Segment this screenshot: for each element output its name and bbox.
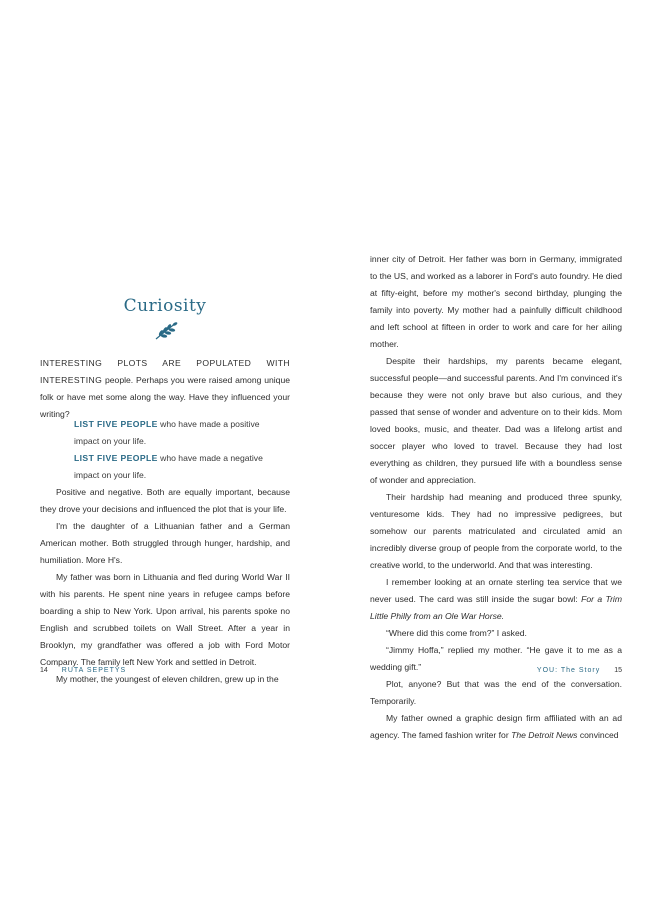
running-author: RUTA SEPETYS (61, 667, 127, 674)
paragraph: Despite their hardships, my parents became elegant, successful people—and successful parents. And I'm convinced it's because they were not only brave but also curious, and they passed that sense of wonder and adventure on to their kids. Mom loved books, music, and theater. Dad was a lifelong artist and soccer player who loved to travel. Because they had lost everything as children, they pursued life with a boundless sense of wonder and appreciation. (370, 356, 622, 485)
paragraph: Plot, anyone? But that was the end of the conversation. Temporarily. (370, 679, 622, 706)
intro-caps: INTERESTING PLOTS ARE POPULATED WITH INTERESTING (40, 358, 290, 385)
italic-publication: The Detroit News (511, 730, 578, 740)
chapter-title: Curiosity (123, 296, 207, 316)
right-page (330, 0, 660, 904)
paragraph: “Jimmy Hoffa,” replied my mother. “He gave it to me as a wedding gift.” (370, 645, 622, 672)
prompt-item: LIST FIVE PEOPLE who have made a positive impact on your life. (74, 419, 260, 446)
paragraph: My father was born in Lithuania and fled during World War II with his parents. He spent nine years in refugee camps before boarding a ship to New York. Upon arrival, his parents spoke no English and scrubbed toilets on Wall Street. After a year in Brooklyn, my grandfather was offered a job with Ford Motor Company. The family left New York and settled in Detroit. (40, 572, 290, 667)
intro-paragraph (40, 355, 290, 423)
paragraph: I remember looking at an ornate sterling tea service that we never used. The card was still inside the sugar bowl: For a Trim Little Philly from an Ole War Horse. (370, 577, 622, 621)
paragraph: My father owned a graphic design firm affiliated with an ad agency. The famed fashion writer for The Detroit News convinced (370, 713, 622, 740)
left-body-text (40, 484, 290, 688)
paragraph: Their hardship had meaning and produced three spunky, venturesome kids. They had no impressive pedigrees, but somehow our parents matriculated and circulated amid an incredibly diverse group of people from the corporate world, to the creative world, to the underworld. And that was interesting. (370, 492, 622, 570)
paragraph: inner city of Detroit. Her father was born in Germany, immigrated to the US, and worked as a laborer in Ford's auto foundry. He died at fifty-eight, before my mother's second birthday, plunging the family into poverty. My mother had a painfully difficult childhood and left school at fifteen in order to work and care for her ailing mother. (370, 254, 622, 349)
page-number: 14 (40, 667, 48, 674)
intro-text: people. Perhaps you were raised among unique folk or have met some along the way. Have they influenced your writing? (40, 375, 291, 419)
paragraph: Positive and negative. Both are equally important, because they drove your decisions and influenced the plot that is your life. (40, 487, 290, 514)
prompt-list (74, 416, 284, 484)
italic-quote: For a Trim Little Philly from an Ole War Horse. (370, 594, 622, 621)
right-footer (537, 667, 622, 674)
running-section: YOU: The Story (536, 667, 601, 674)
paragraph: My mother, the youngest of eleven children, grew up in the (56, 674, 279, 684)
page-number: 15 (614, 667, 622, 674)
prompt-item: LIST FIVE PEOPLE who have made a negative impact on your life. (74, 453, 263, 480)
paragraph: I'm the daughter of a Lithuanian father and a German American mother. Both struggled through hunger, hardship, and humiliation. More H's. (40, 521, 290, 565)
leaf-sprig-icon (153, 320, 179, 342)
paragraph: “Where did this come from?” I asked. (386, 628, 527, 638)
left-footer (40, 667, 126, 674)
